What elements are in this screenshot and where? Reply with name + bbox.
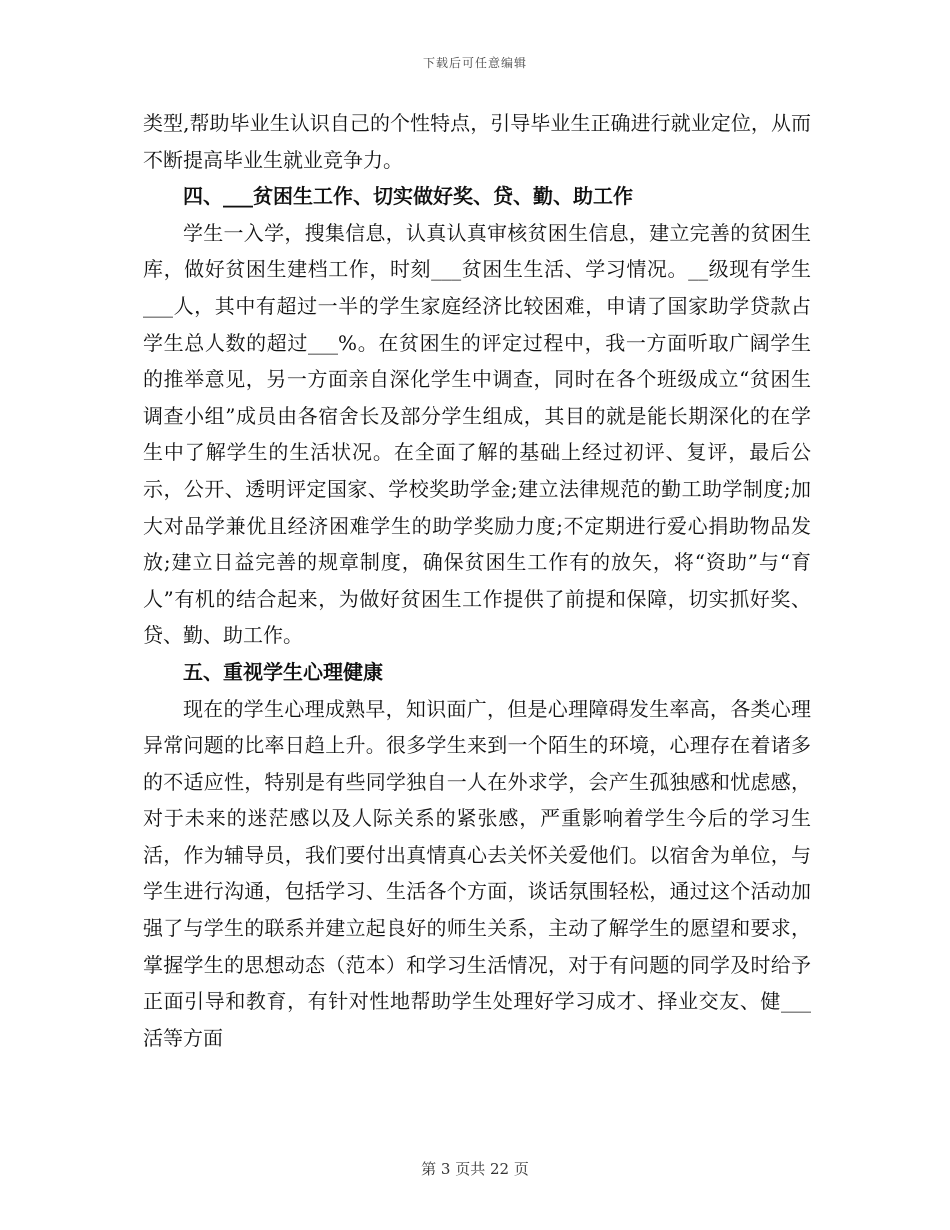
paragraph-poverty-students: 学生一入学，搜集信息，认真认真审核贫困生信息，建立完善的贫困生库，做好贫困生建档工作，时刻___贫困生生活、学习情况。__级现有学生___人，其中有超过一半的学生家庭经济比较困难，申请了国家助学贷款占学生总人数的超过___%。在贫困生的评定过程中，我一方面听取广阔学生的推举意见，另一方面亲自深化学生中调查，同时在各个班级成立“贫困生调查小组”成员由各宿舍长及部分学生组成，其目的就是能长期深化的在学生中了解学生的生活状况。在全面了解的基础上经过初评、复评，最后公示，公开、透明评定国家、学校奖助学金;建立法律规范的勤工助学制度;加大对品学兼优且经济困难学生的助学奖励力度;不定期进行爱心捐助物品发放;建立日益完善的规章制度，确保贫困生工作有的放矢，将“资助”与“育人”有机的结合起来，为做好贫困生工作提供了前提和保障，切实抓好奖、贷、勤、助工作。 <box>143 220 811 648</box>
paragraph-mental-health: 现在的学生心理成熟早，知识面广，但是心理障碍发生率高，各类心理异常问题的比率日趋上升。很多学生来到一个陌生的环境，心理存在着诸多的不适应性，特别是有些同学独自一人在外求学，会产生孤独感和忧虑感，对于未来的迷茫感以及人际关系的紧张感，严重影响着学生今后的学习生活，作为辅导员，我们要付出真情真心去关怀关爱他们。以宿舍为单位，与学生进行沟通，包括学习、生活各个方面，谈话氛围轻松，通过这个活动加强了与学生的联系并建立起良好的师生关系，主动了解学生的愿望和要求，掌握学生的思想动态（范本）和学习生活情况，对于有问题的同学及时给予正面引导和教育，有针对性地帮助学生处理好学习成才、择业交友、健___活等方面 <box>143 696 811 1050</box>
page-header: 下载后可任意编辑 <box>422 56 527 70</box>
document-body <box>143 105 811 1056</box>
paragraph-continuation: 类型,帮助毕业生认识自己的个性特点，引导毕业生正确进行就业定位，从而不断提高毕业生就业竞争力。 <box>143 111 811 172</box>
section-heading-5: 五、重视学生心理健康 <box>183 659 383 684</box>
page-footer: 第 3 页共 22 页 <box>421 1160 529 1178</box>
section-heading-4: 四、___贫困生工作、切实做好奖、贷、勤、助工作 <box>183 184 633 209</box>
